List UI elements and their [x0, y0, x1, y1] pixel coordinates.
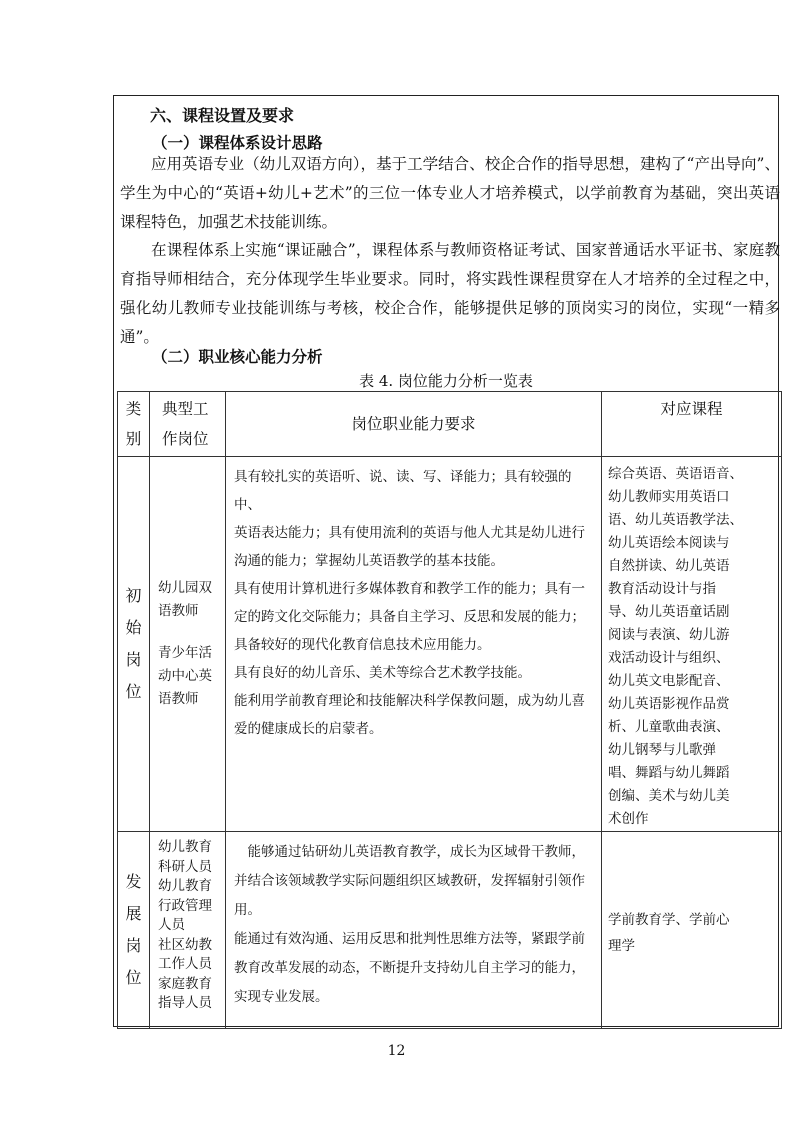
paragraph-2-text: 在课程体系上实施“课证融合”，课程体系与教师资格证考试、国家普通话水平证书、家庭教育指导师相结合，充分体现学生毕业要求。同时，将实践性课程贯穿在人才培养的全过程之中，强化幼儿教师专业技能训练与考核，校企合作，能够提供足够的顶岗实习的岗位，实现“一精多通”。 — [120, 241, 780, 346]
position-line: 科研人员 — [158, 858, 212, 875]
table-row — [118, 457, 782, 832]
requirement-line: 能够通过钻研幼儿英语教育教学，成长为区域骨干教师， — [234, 844, 585, 860]
category-char: 岗 — [125, 936, 142, 955]
category-char: 初 — [125, 586, 142, 605]
header-courses: 对应课程 — [602, 392, 782, 457]
course-line: 析、儿童歌曲表演、 — [608, 719, 730, 735]
requirement-line: 教育改革发展的动态，不断提升支持幼儿自主学习的能力， — [234, 960, 585, 976]
course-line: 学前教育学、学前心 — [608, 912, 730, 928]
course-line: 幼儿教师实用英语口 — [608, 489, 730, 505]
position-gap — [158, 623, 220, 642]
position-line: 幼儿园双 — [158, 580, 212, 596]
page-number: 12 — [387, 1043, 406, 1059]
subsection-title-1: （一）课程体系设计思路 — [152, 134, 323, 152]
position-line: 幼儿教育 — [158, 839, 212, 855]
requirement-line: 具备较好的现代化教育信息技术应用能力。 — [234, 637, 491, 653]
course-line: 阅读与表演、幼儿游 — [608, 627, 730, 643]
header-requirements: 岗位职业能力要求 — [226, 392, 602, 457]
row-courses — [602, 832, 782, 1029]
paragraph-2 — [120, 236, 780, 352]
header-position-line: 作岗位 — [162, 430, 209, 448]
requirement-line: 英语表达能力；具有使用流利的英语与他人尤其是幼儿进行 — [234, 525, 585, 541]
requirement-line: 能利用学前教育理论和技能解决科学保教问题，成为幼儿喜 — [234, 693, 585, 709]
position-line: 指导人员 — [158, 995, 212, 1011]
row-requirements — [226, 457, 602, 832]
category-char: 展 — [125, 904, 142, 923]
course-line: 幼儿英语影视作品赏 — [608, 696, 730, 712]
position-line: 工作人员 — [158, 956, 212, 972]
row-positions — [150, 832, 226, 1029]
requirement-line: 具有良好的幼儿音乐、美术等综合艺术教学技能。 — [234, 665, 531, 681]
position-line: 人员 — [158, 917, 185, 933]
category-char: 发 — [125, 872, 142, 891]
requirement-line: 沟通的能力；掌握幼儿英语教学的基本技能。 — [234, 553, 504, 569]
course-line: 戏活动设计与组织、 — [608, 650, 730, 666]
header-category-line: 别 — [125, 430, 142, 448]
category-char: 位 — [125, 968, 142, 987]
position-line: 青少年活 — [158, 645, 212, 661]
paragraph-1 — [120, 150, 780, 237]
category-char: 始 — [125, 618, 142, 637]
requirement-line: 并结合该领域教学实际问题组织区域教研，发挥辐射引领作 — [234, 873, 585, 889]
course-line: 创编、美术与幼儿美 — [608, 788, 730, 804]
course-line: 语、幼儿英语教学法、 — [608, 512, 743, 528]
position-line: 幼儿教育 — [158, 878, 212, 894]
requirement-line: 定的跨文化交际能力；具备自主学习、反思和发展的能力； — [234, 609, 585, 625]
header-position-line: 典型工 — [162, 400, 209, 418]
header-position — [150, 392, 226, 457]
course-line: 术创作 — [608, 811, 649, 827]
row-positions — [150, 457, 226, 832]
section-title: 六、课程设置及要求 — [150, 106, 295, 125]
header-category — [118, 392, 150, 457]
position-line: 语教师 — [158, 603, 199, 619]
table-row — [118, 832, 782, 1029]
subsection-title-2: （二）职业核心能力分析 — [152, 348, 323, 366]
course-line: 幼儿钢琴与儿歌弹 — [608, 742, 716, 758]
course-line: 导、幼儿英语童话剧 — [608, 604, 730, 620]
course-line: 幼儿英语绘本阅读与 — [608, 535, 730, 551]
ability-table — [117, 391, 782, 1029]
category-char: 位 — [125, 682, 142, 701]
paragraph-1-text: 应用英语专业（幼儿双语方向），基于工学结合、校企合作的指导思想，建构了“产出导向”、学生为中心的“英语+幼儿+艺术”的三位一体专业人才培养模式，以学前教育为基础，突出英语课程特色，加强艺术技能训练。 — [120, 155, 780, 231]
category-char: 岗 — [125, 650, 142, 669]
course-line: 教育活动设计与指 — [608, 581, 716, 597]
table-caption: 表 4. 岗位能力分析一览表 — [359, 372, 533, 390]
requirement-line: 能通过有效沟通、运用反思和批判性思维方法等，紧跟学前 — [234, 931, 585, 947]
requirement-line: 具有较扎实的英语听、说、读、写、译能力；具有较强的中、 — [234, 469, 572, 513]
position-line: 社区幼教 — [158, 936, 212, 953]
row-requirements — [226, 832, 602, 1029]
course-line: 理学 — [608, 938, 635, 954]
position-line: 家庭教育 — [158, 975, 212, 992]
requirement-line: 具有使用计算机进行多媒体教育和教学工作的能力；具有一 — [234, 581, 585, 597]
course-line: 幼儿英文电影配音、 — [608, 673, 730, 689]
row-courses — [602, 457, 782, 832]
position-line: 行政管理 — [158, 897, 212, 914]
header-category-line: 类 — [125, 400, 142, 418]
row-category — [118, 457, 150, 832]
requirement-line: 实现专业发展。 — [234, 989, 329, 1005]
position-line: 动中心英 — [158, 668, 212, 684]
requirement-line: 用。 — [234, 902, 261, 918]
requirement-line: 爱的健康成长的启蒙者。 — [234, 721, 383, 737]
table-header-row — [118, 392, 782, 457]
position-line: 语教师 — [158, 691, 199, 707]
course-line: 唱、舞蹈与幼儿舞蹈 — [608, 765, 730, 781]
course-line: 综合英语、英语语音、 — [608, 466, 743, 482]
course-line: 自然拼读、幼儿英语 — [608, 558, 730, 574]
row-category — [118, 832, 150, 1029]
